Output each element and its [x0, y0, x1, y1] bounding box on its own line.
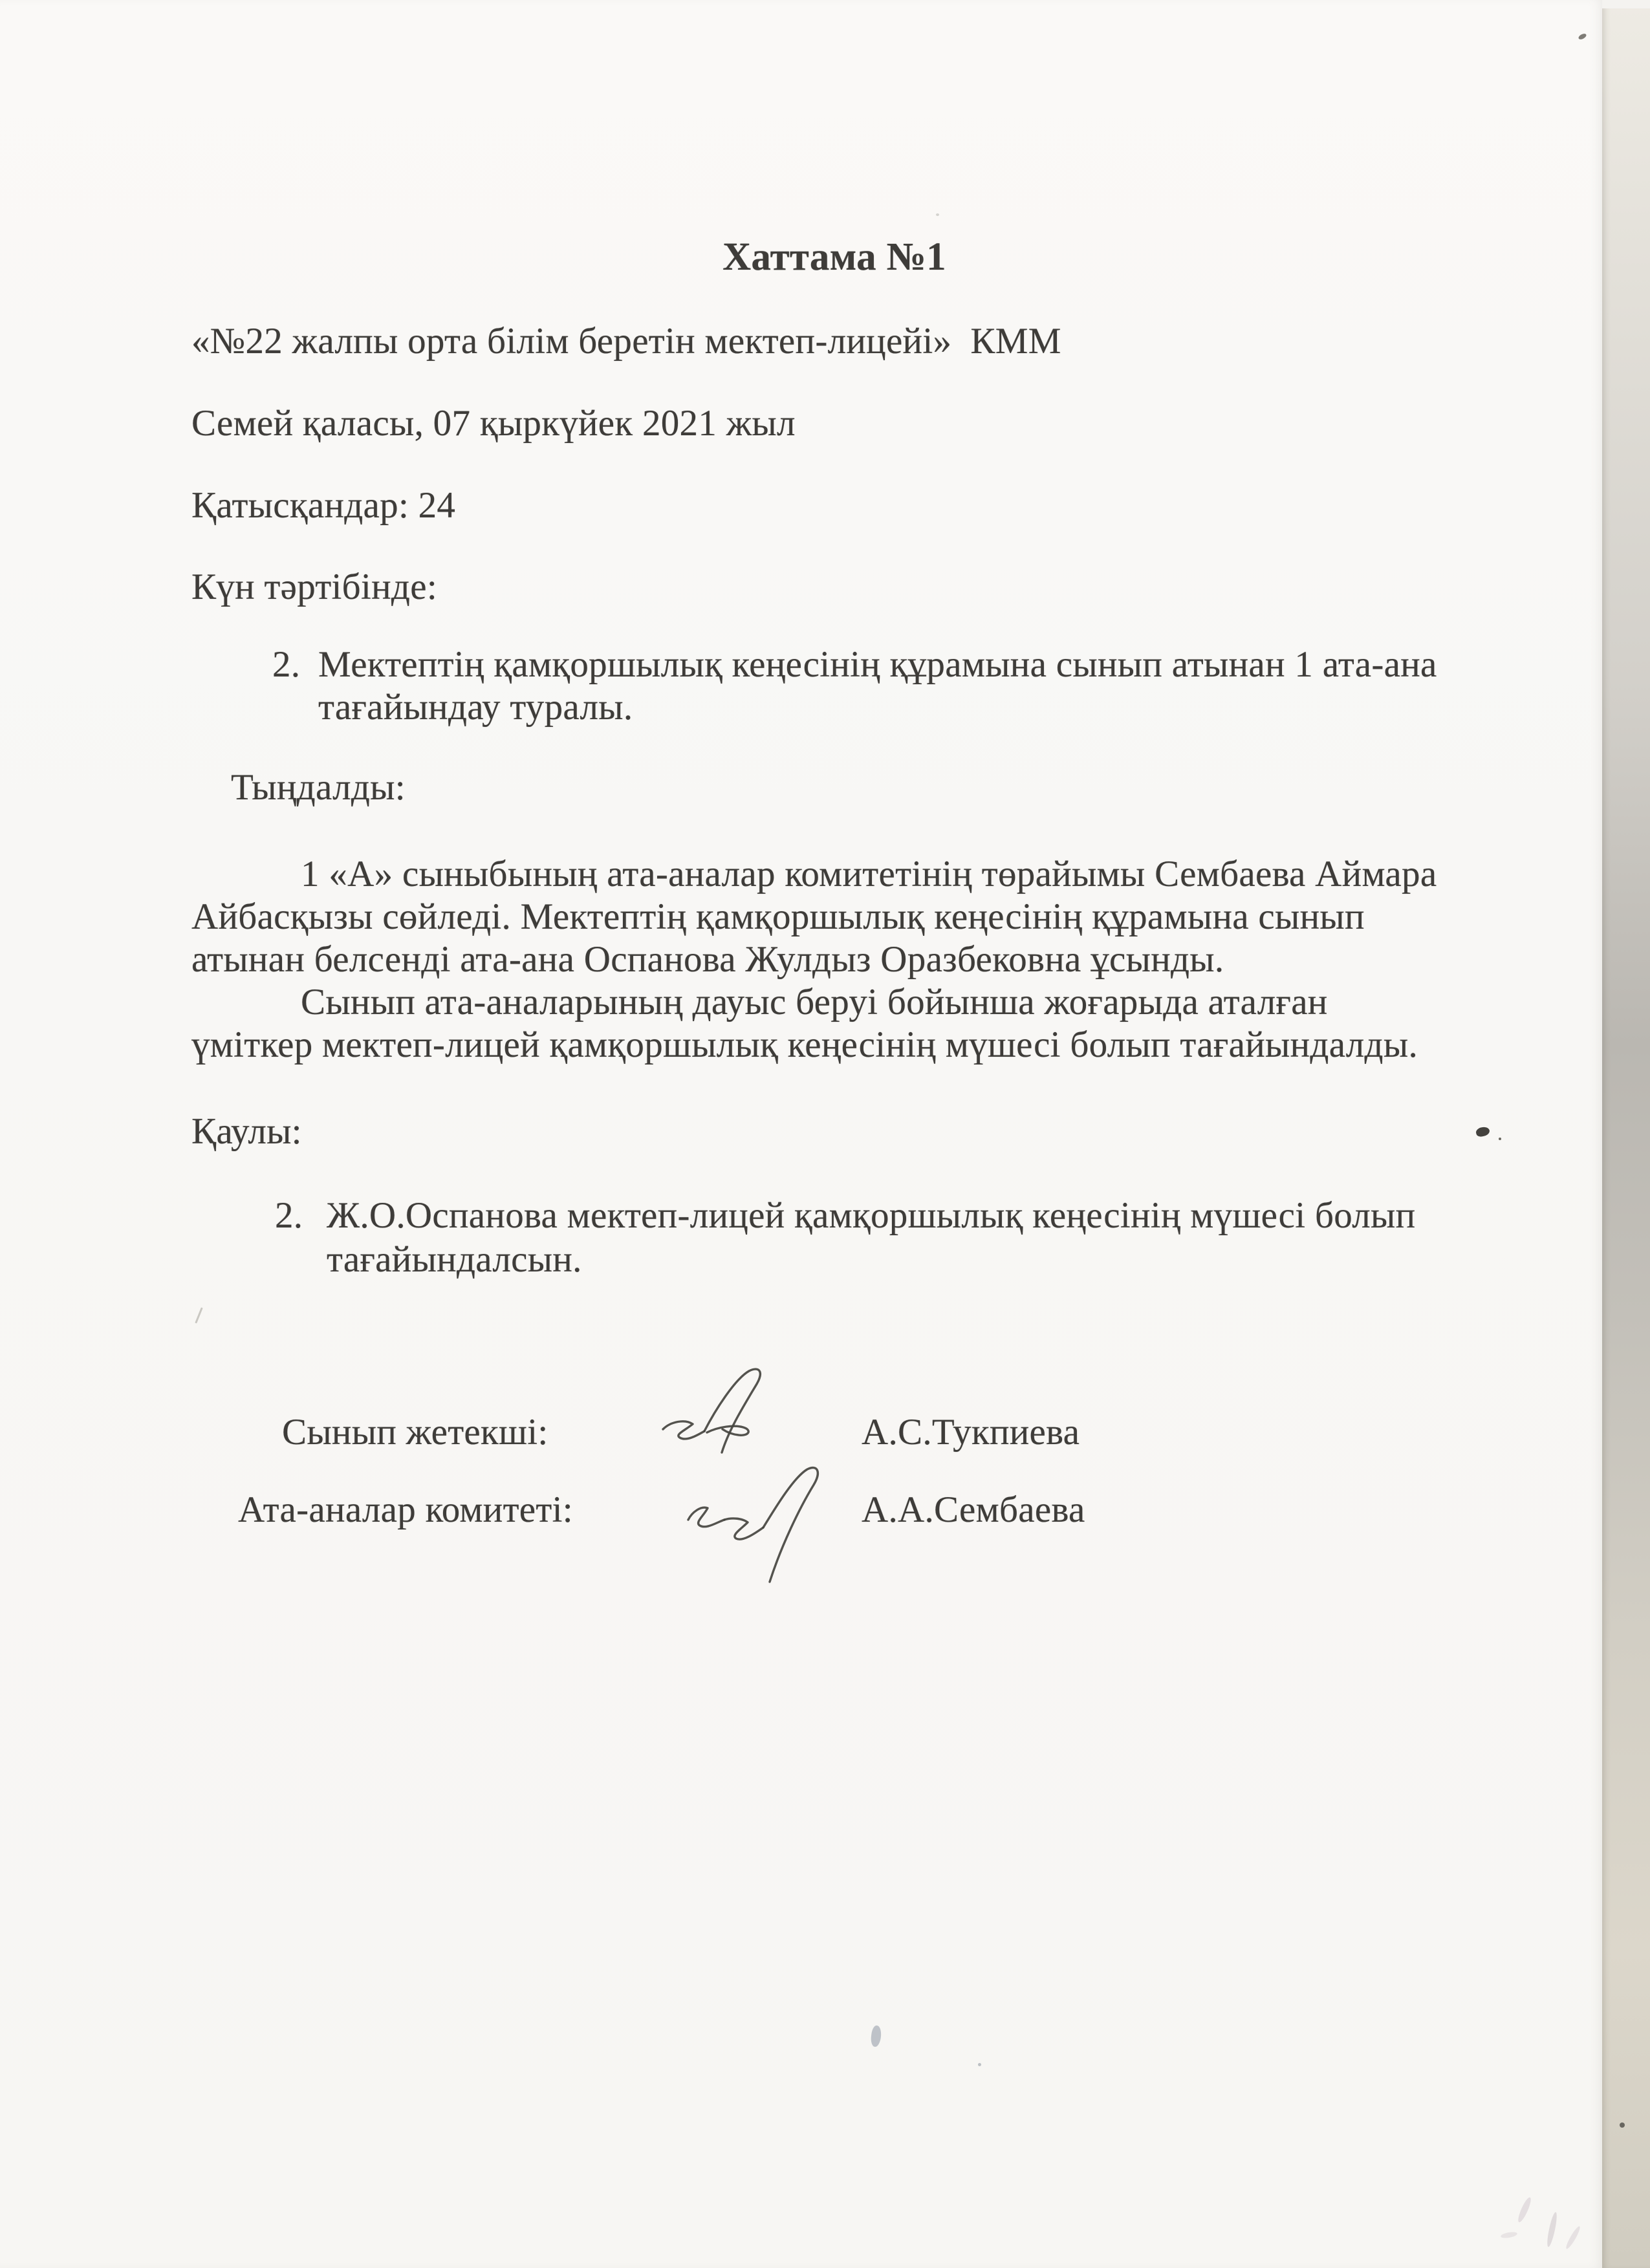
heard-para2-line-2: үміткер мектеп-лицей қамқоршылық кеңесінің мүшесі болып тағайындалды.	[191, 1024, 1418, 1065]
handwritten-signature-parents-committee	[679, 1463, 834, 1589]
agenda-heading: Күн тәртібінде:	[191, 567, 437, 607]
heard-para1-line-2: Айбасқызы сөйледі. Мектептің қамқоршылық кеңесінің құрамына сынып	[191, 896, 1365, 937]
heard-para1-line-3: атынан белсенді ата-ана Оспанова Жулдыз Оразбековна ұсынды.	[191, 939, 1224, 980]
scanner-edge-strip-top	[1602, 0, 1650, 8]
scanner-edge-strip	[1602, 0, 1650, 2268]
organization-line: «№22 жалпы орта білім беретін мектеп-лицейі» КММ	[191, 321, 1061, 362]
resolution-item-number: 2.	[275, 1195, 303, 1236]
heard-heading: Тыңдалды:	[231, 767, 406, 808]
agenda-item-line-2: тағайындау туралы.	[318, 687, 633, 728]
signature-name-parents-committee: А.А.Сембаева	[862, 1489, 1085, 1530]
signature-name-class-teacher: А.С.Тукпиева	[862, 1412, 1080, 1453]
resolution-item-line-2: тағайындалсын.	[327, 1239, 582, 1280]
heard-para1-line-1: 1 «А» сыныбының ата-аналар комитетінің төрайымы Сембаева Аймара	[301, 854, 1437, 894]
signature-role-parents-committee: Ата-аналар комитеті:	[238, 1489, 573, 1530]
agenda-item-number: 2.	[272, 644, 301, 685]
signature-role-class-teacher: Сынып жетекші:	[282, 1412, 548, 1453]
heard-para2-line-1: Сынып ата-аналарының дауыс беруі бойынша жоғарыда аталған	[301, 982, 1328, 1022]
resolution-heading: Қаулы:	[191, 1111, 302, 1152]
handwritten-signature-class-teacher	[657, 1366, 776, 1459]
agenda-item-line-1: Мектептің қамқоршылық кеңесінің құрамына сынып атынан 1 ата-ана	[318, 644, 1437, 685]
attendees-line: Қатысқандар: 24	[191, 485, 456, 526]
resolution-item-line-1: Ж.О.Оспанова мектеп-лицей қамқоршылық кеңесінің мүшесі болып	[327, 1195, 1416, 1236]
place-date-line: Семей қаласы, 07 қыркүйек 2021 жыл	[191, 403, 796, 444]
document-title: Хаттама №1	[722, 235, 946, 279]
